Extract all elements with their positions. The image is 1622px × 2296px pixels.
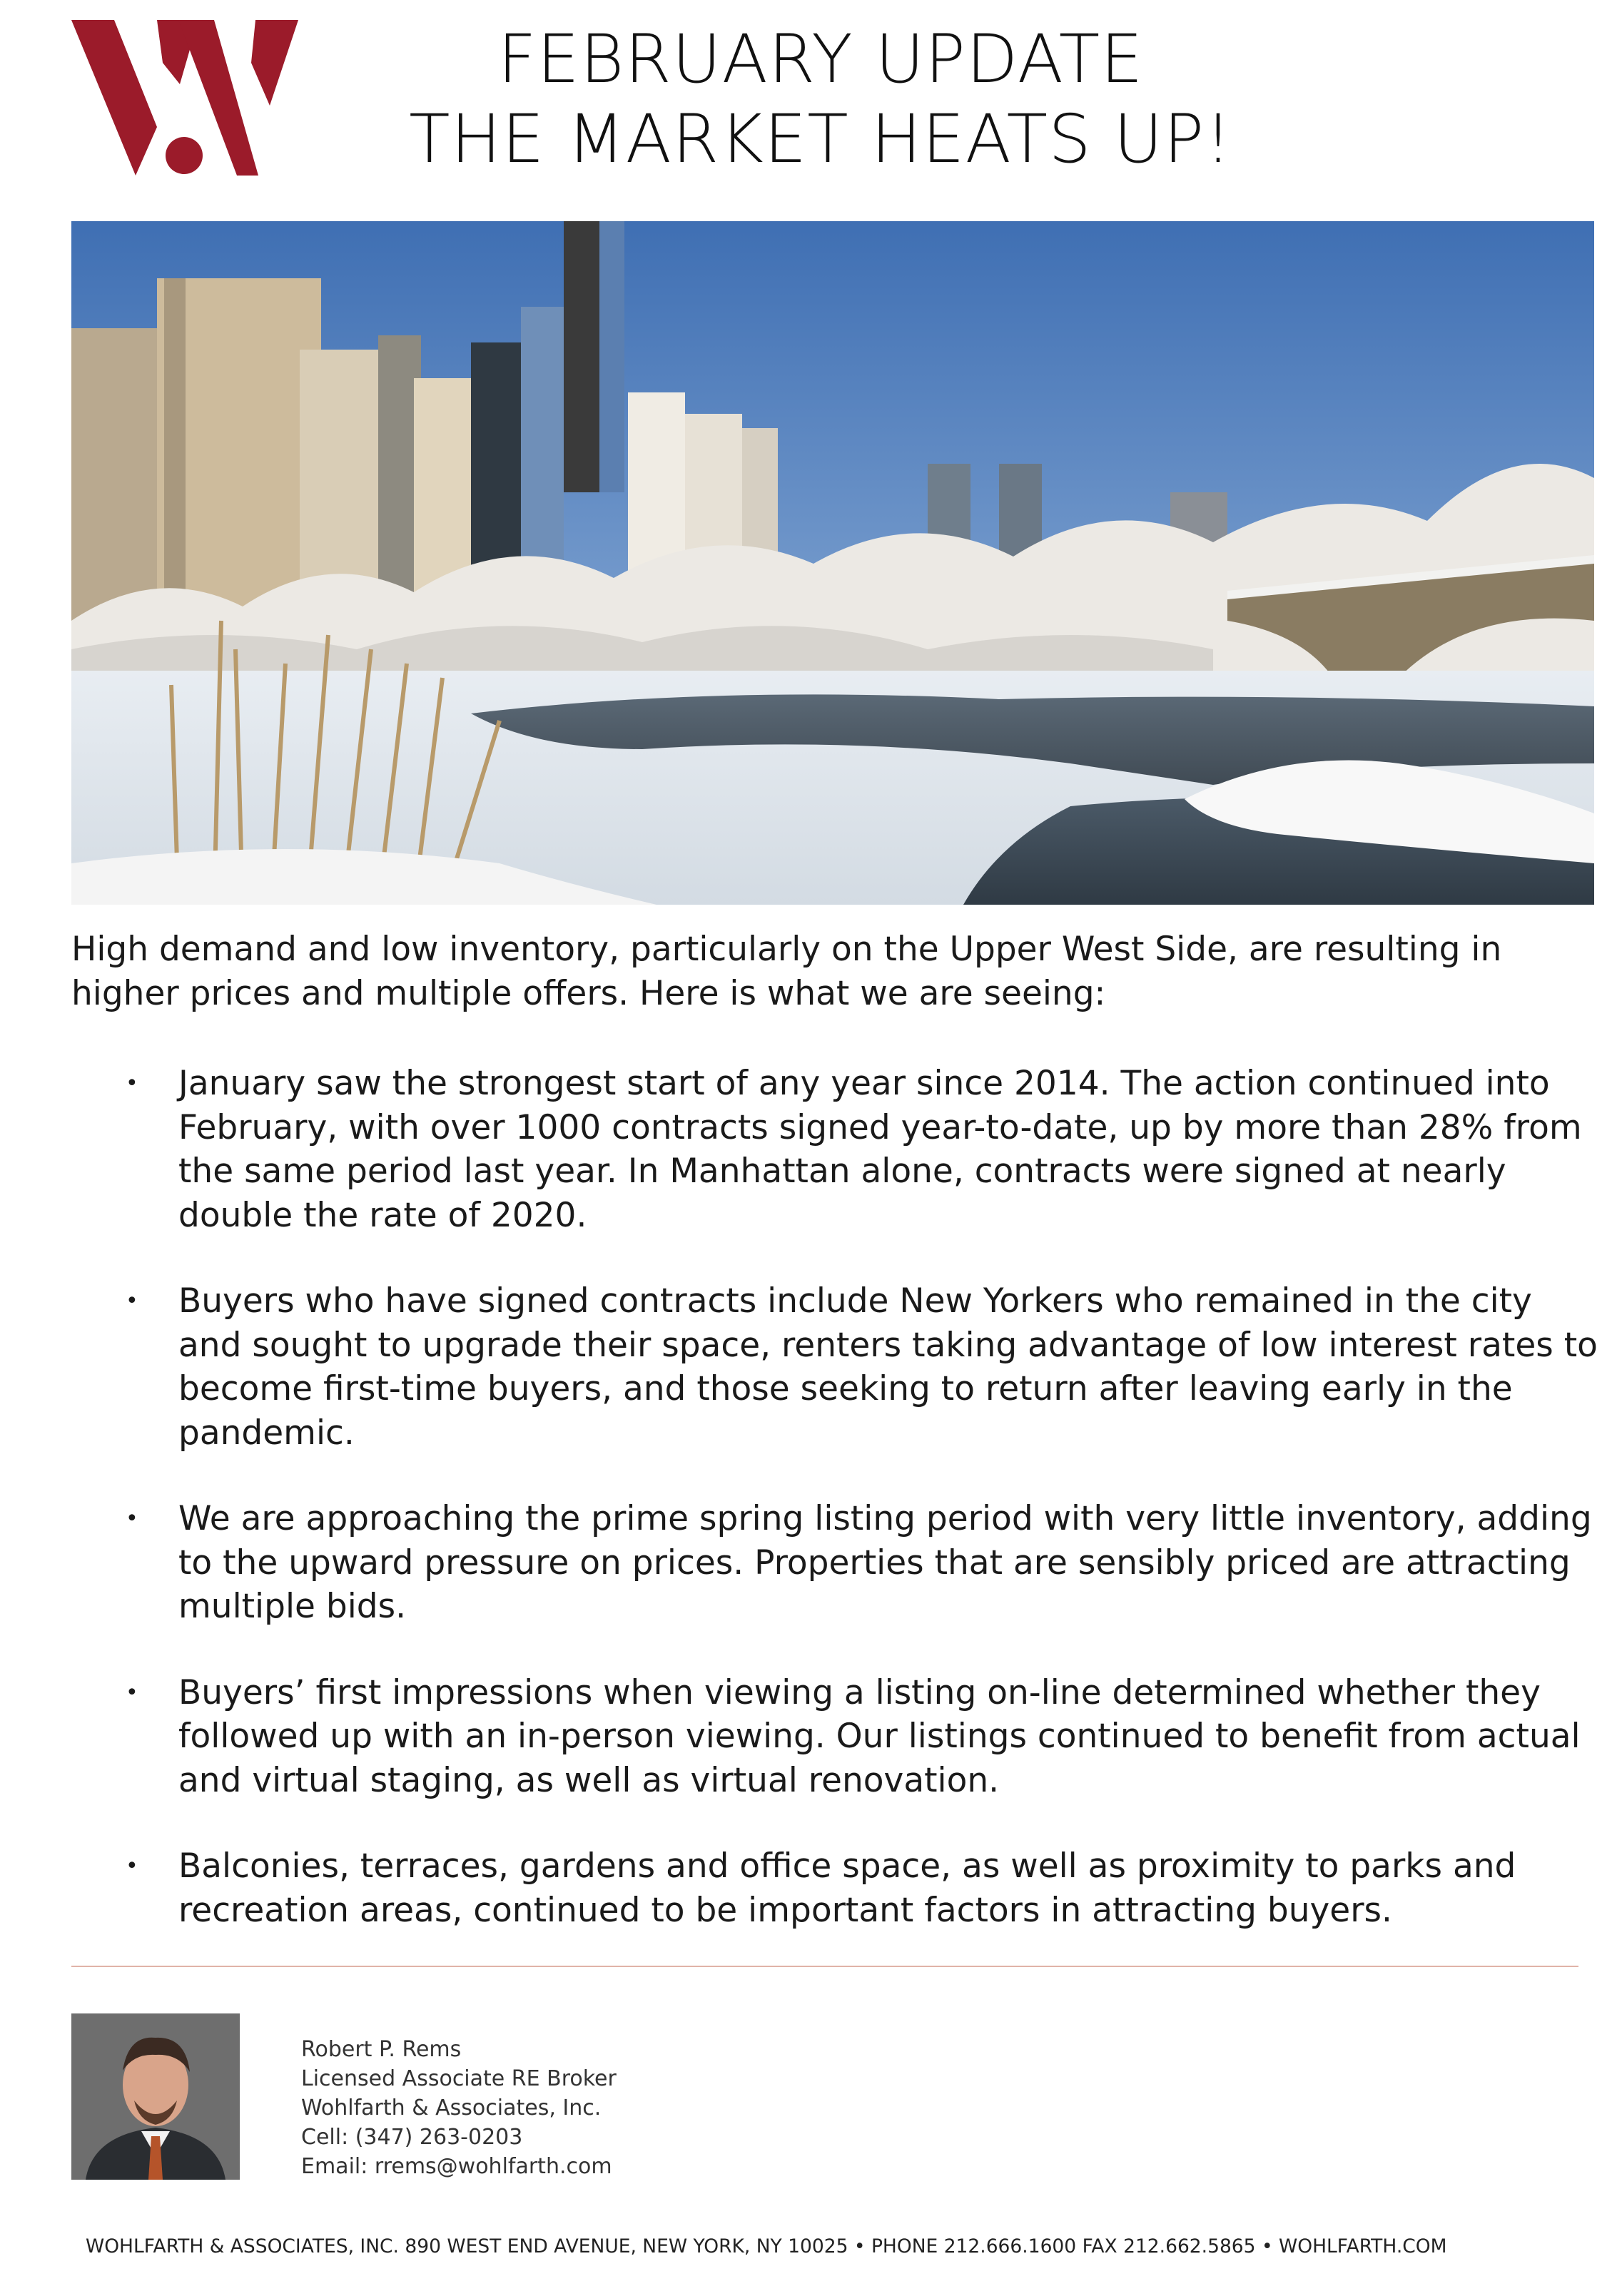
list-item [71,1497,1598,1629]
intro-paragraph: High demand and low inventory, particularly on the Upper West Side, are resulting in higher prices and multiple offers. Here is what we are seeing: [71,930,1502,1013]
company-logo [71,20,298,176]
market-observations-list [71,1062,1598,1974]
agent-phone[interactable]: Cell: (347) 263-0203 [301,2125,523,2150]
list-item-text: We are approaching the prime spring listing period with very little inventory, adding to the upward pressure on prices. Properties that are sensibly priced are attracting multiple bids. [178,1499,1592,1626]
bullet-icon: • [126,1071,138,1096]
bullet-icon: • [126,1680,138,1705]
list-item-text: Balconies, terraces, gardens and office space, as well as proximity to parks and recreation areas, continued to be important factors in attracting buyers. [178,1847,1516,1930]
list-item [71,1279,1598,1455]
list-item [71,1844,1598,1932]
list-item-text: Buyers’ first impressions when viewing a listing on-line determined whether they followed up with an in-person viewing. Our listings continued to benefit from actual and virtual staging, as well as virtual renovation. [178,1672,1581,1800]
page-title-line-1: FEBRUARY UPDATE [497,21,1144,98]
bullet-icon: • [126,1854,138,1879]
agent-email[interactable]: Email: rrems@wohlfarth.com [301,2154,612,2179]
agent-photo [71,2013,240,2180]
list-item [71,1671,1598,1803]
agent-contact-block [301,2035,617,2181]
list-item-text: January saw the strongest start of any year since 2014. The action continued into February, with over 1000 contracts signed year-to-date, up by more than 28% from the same period last year. In Manhattan alone, contracts were signed at nearly double the rate of 2020. [178,1064,1582,1235]
agent-company: Wohlfarth & Associates, Inc. [301,2096,602,2120]
list-item-text: Buyers who have signed contracts include New Yorkers who remained in the city and sought to upgrade their space, renters taking advantage of low interest rates to become first-time buyers, and those seeking to return after leaving early in the pandemic. [178,1281,1598,1453]
agent-name: Robert P. Rems [301,2037,462,2062]
bullet-icon: • [126,1506,138,1531]
page-title-line-2: THE MARKET HEATS UP! [409,101,1232,178]
bullet-icon: • [126,1289,138,1314]
footer-address: WOHLFARTH & ASSOCIATES, INC. 890 WEST END AVENUE, NEW YORK, NY 10025 • PHONE 212.666.1600 FAX 212.662.5865 • WOHLFARTH.COM [86,2235,1447,2257]
list-item [71,1062,1598,1237]
hero-photo [71,221,1594,905]
section-divider [71,1966,1578,1967]
agent-title: Licensed Associate RE Broker [301,2066,617,2091]
